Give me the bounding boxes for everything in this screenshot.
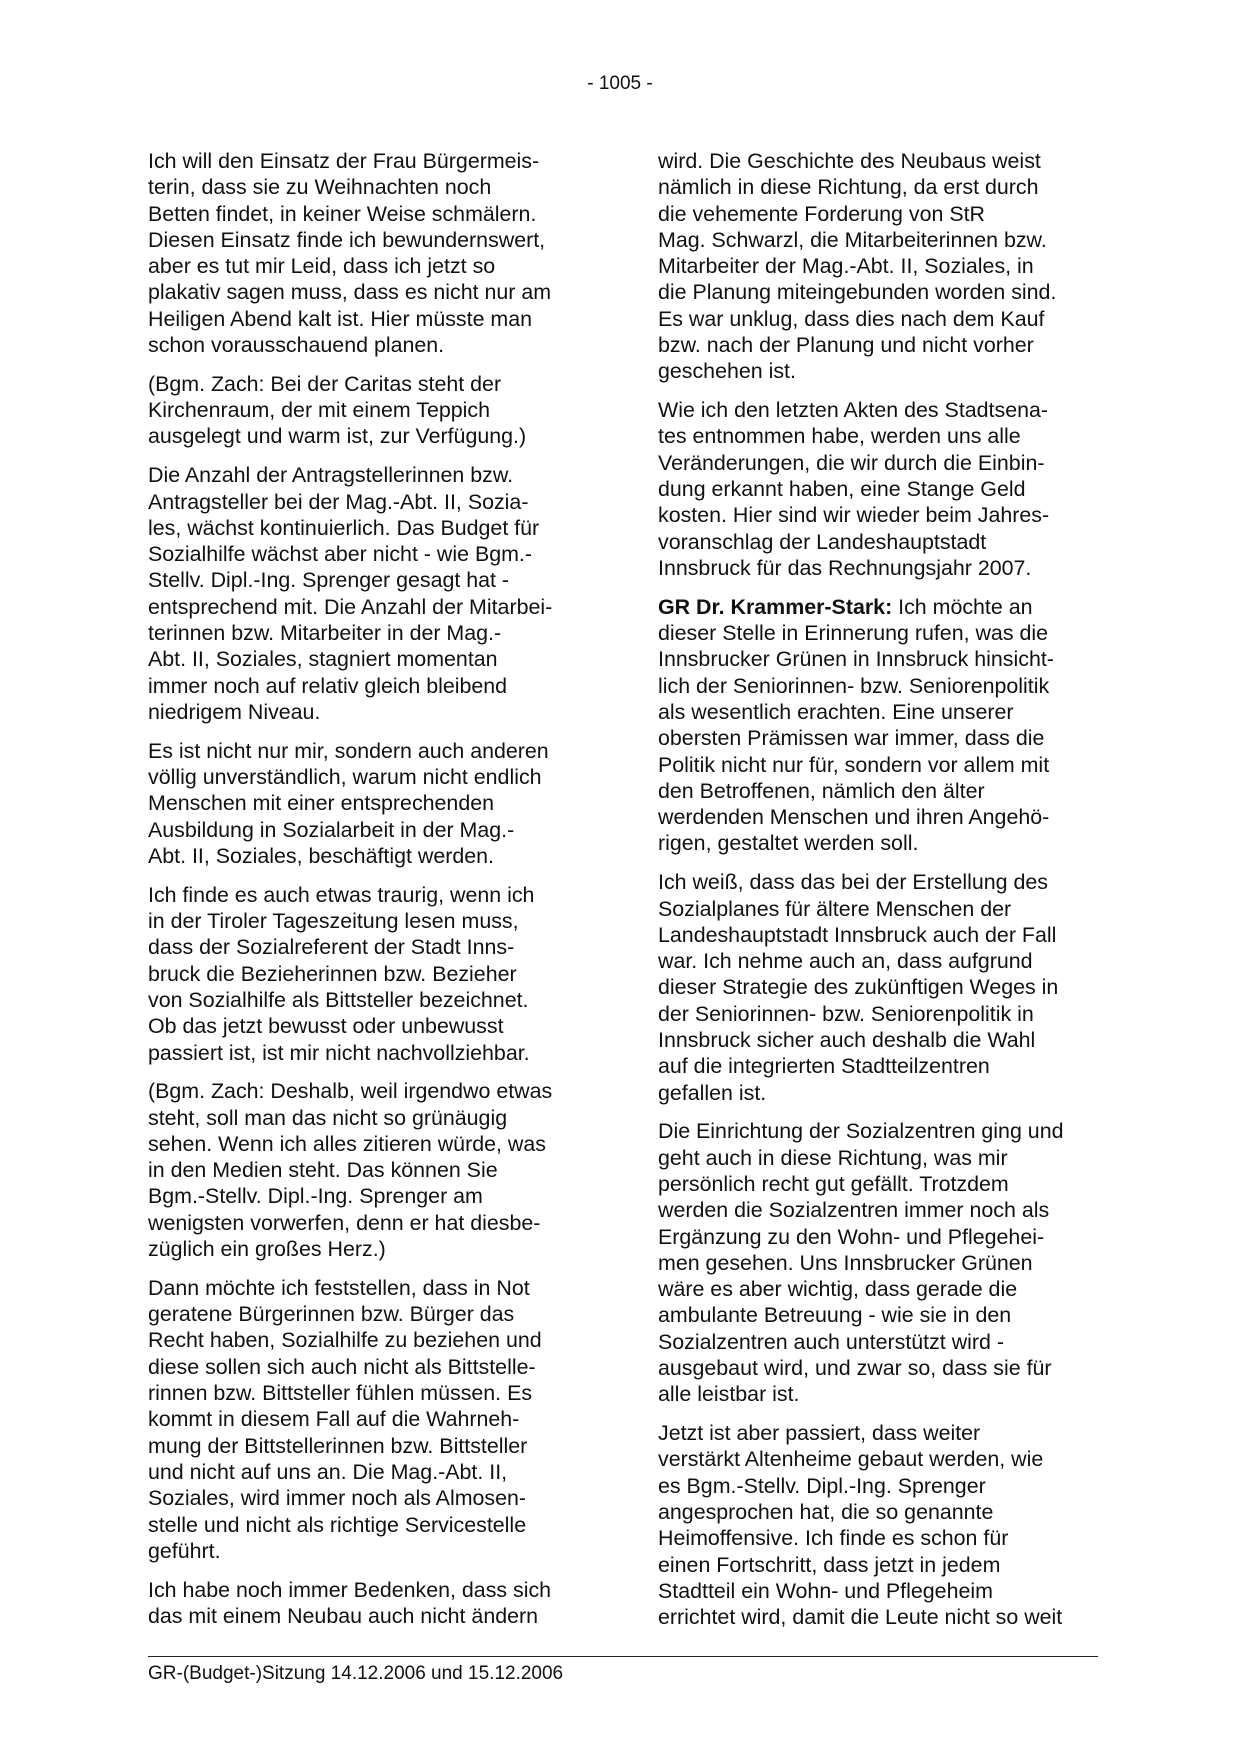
page-number: - 1005 - [587, 73, 653, 94]
text-line: voranschlag der Landeshauptstadt [658, 529, 987, 554]
text-line: Heiligen Abend kalt ist. Hier müsste man [148, 306, 533, 331]
interjection-paragraph [148, 371, 588, 450]
text-line: Innsbruck sicher auch deshalb die Wahl [658, 1028, 1036, 1052]
text-line: Betten findet, in keiner Weise schmälern. [148, 201, 537, 226]
text-line: die Planung miteingebunden worden sind. [658, 280, 1057, 305]
text-line: immer noch auf relativ gleich bleibend [148, 673, 508, 698]
text-line: die vehemente Forderung von StR [658, 201, 985, 226]
footer-text: GR-(Budget-)Sitzung 14.12.2006 und 15.12.2006 [148, 1663, 564, 1684]
text-line: Es war unklug, dass dies nach dem Kauf [658, 306, 1045, 331]
text-line: rigen, gestaltet werden soll. [658, 831, 919, 856]
text-line: Ich will den Einsatz der Frau Bürgermeis- [148, 149, 540, 173]
text-line: errichtet wird, damit die Leute nicht so weit [658, 1605, 1063, 1630]
text-line: Ausbildung in Sozialarbeit in der Mag.- [148, 817, 515, 842]
text-line: Ob das jetzt bewusst oder unbewusst [148, 1014, 504, 1039]
text-line: das mit einem Neubau auch nicht ändern [148, 1603, 539, 1628]
speaker-paragraph [658, 594, 1098, 857]
text-line: Recht haben, Sozialhilfe zu beziehen und [148, 1328, 542, 1353]
text-line: Landeshauptstadt Innsbruck auch der Fall [658, 922, 1057, 947]
text-line: als wesentlich erachten. Eine unserer [658, 699, 1014, 724]
text-line: der Seniorinnen- bzw. Seniorenpolitik in [658, 1001, 1034, 1026]
text-line: geschehen ist. [658, 359, 796, 384]
speaker-first-line [658, 594, 1098, 620]
text-line: auf die integrierten Stadtteilzentren [658, 1054, 990, 1079]
text-line: Mitarbeiter der Mag.-Abt. II, Soziales, in [658, 254, 1034, 279]
paragraph [658, 1420, 1098, 1630]
text-line: verstärkt Altenheime gebaut werden, wie [658, 1447, 1044, 1472]
text-line: ausgebaut wird, und zwar so, dass sie für [658, 1356, 1052, 1381]
text-line: war. Ich nehme auch an, dass aufgrund [658, 949, 1033, 974]
text-line: kommt in diesem Fall auf die Wahrneh- [148, 1407, 520, 1432]
left-column [148, 148, 588, 1642]
text-line: Es ist nicht nur mir, sondern auch anderen [148, 738, 549, 763]
text-line: Mag. Schwarzl, die Mitarbeiterinnen bzw. [658, 227, 1047, 252]
text-line: Sozialplanes für ältere Menschen der [658, 896, 1012, 921]
text-line: stelle und nicht als richtige Servicestelle [148, 1512, 527, 1537]
text-line: passiert ist, ist mir nicht nachvollziehbar. [148, 1040, 530, 1065]
paragraph [658, 148, 1098, 385]
text-line: Innsbruck für das Rechnungsjahr 2007. [658, 555, 1032, 580]
paragraph [658, 869, 1098, 1106]
text-line: Dann möchte ich feststellen, dass in Not [148, 1275, 530, 1300]
text-line: Ich habe noch immer Bedenken, dass sich [148, 1577, 552, 1602]
text-line: sehen. Wenn ich alles zitieren würde, was [148, 1131, 546, 1156]
paragraph [658, 397, 1098, 581]
text-line: steht, soll man das nicht so grünäugig [148, 1105, 508, 1130]
text-line: von Sozialhilfe als Bittsteller bezeichnet. [148, 987, 529, 1012]
text-line: Abt. II, Soziales, beschäftigt werden. [148, 843, 494, 868]
text-line: Ich finde es auch etwas traurig, wenn ich [148, 882, 535, 907]
text-line: bruck die Bezieherinnen bzw. Bezieher [148, 961, 517, 986]
text-line: Ergänzung zu den Wohn- und Pflegehei- [658, 1224, 1045, 1249]
text-line: ambulante Betreuung - wie sie in den [658, 1303, 1012, 1328]
text-line: terin, dass sie zu Weihnachten noch [148, 175, 492, 200]
text-line: dieser Strategie des zukünftigen Weges in [658, 975, 1059, 1000]
right-column [658, 148, 1098, 1643]
text-line: Bgm.-Stellv. Dipl.-Ing. Sprenger am [148, 1184, 483, 1209]
paragraph [148, 462, 588, 725]
text-line: Veränderungen, die wir durch die Einbin- [658, 450, 1045, 475]
text-line: entsprechend mit. Die Anzahl der Mitarbei- [148, 594, 553, 619]
text-line: Die Anzahl der Antragstellerinnen bzw. [148, 463, 514, 488]
text-line: Stadtteil ein Wohn- und Pflegeheim [658, 1578, 993, 1603]
text-line: geht auch in diese Richtung, was mir [658, 1145, 1008, 1170]
text-line: plakativ sagen muss, dass es nicht nur am [148, 280, 552, 305]
text-line: Innsbrucker Grünen in Innsbruck hinsicht- [658, 647, 1054, 672]
text-line: Wie ich den letzten Akten des Stadtsena- [658, 398, 1049, 423]
text-line: terinnen bzw. Mitarbeiter in der Mag.- [148, 621, 502, 646]
text-line: bzw. nach der Planung und nicht vorher [658, 333, 1034, 358]
text-line: Sozialzentren auch unterstützt wird - [658, 1329, 1004, 1354]
text-line: werdenden Menschen und ihren Angehö- [658, 805, 1050, 830]
text-line: werden die Sozialzentren immer noch als [658, 1198, 1050, 1223]
text-line: (Bgm. Zach: Bei der Caritas steht der [148, 371, 502, 396]
text-line: Kirchenraum, der mit einem Teppich [148, 398, 491, 423]
text-line: niedrigem Niveau. [148, 699, 321, 724]
text-line: Stellv. Dipl.-Ing. Sprenger gesagt hat - [148, 568, 510, 593]
text-line: in der Tiroler Tageszeitung lesen muss, [148, 909, 519, 934]
text-line: aber es tut mir Leid, dass ich jetzt so [148, 254, 496, 279]
footer-divider [148, 1656, 1098, 1657]
text-line: nämlich in diese Richtung, da erst durch [658, 175, 1039, 200]
text-line: mung der Bittstellerinnen bzw. Bittsteller [148, 1433, 528, 1458]
text-line: gefallen ist. [658, 1080, 767, 1105]
text-line: Politik nicht nur für, sondern vor allem mit [658, 752, 1050, 777]
paragraph [658, 1118, 1098, 1407]
text-line: Menschen mit einer entsprechenden [148, 791, 495, 816]
text-line: und nicht auf uns an. Die Mag.-Abt. II, [148, 1459, 508, 1484]
text-line: den Betroffenen, nämlich den älter [658, 778, 985, 803]
text-line: rinnen bzw. Bittsteller fühlen müssen. Es [148, 1381, 533, 1406]
text-line: wäre es aber wichtig, dass gerade die [658, 1277, 1018, 1302]
text-line: dieser Stelle in Erinnerung rufen, was die [658, 621, 1049, 646]
text-line: Heimoffensive. Ich finde es schon für [658, 1526, 1009, 1551]
text-line: (Bgm. Zach: Deshalb, weil irgendwo etwas [148, 1079, 553, 1104]
text-line: diese sollen sich auch nicht als Bittstelle- [148, 1354, 536, 1379]
paragraph [148, 148, 588, 358]
text-line: les, wächst kontinuierlich. Das Budget für [148, 515, 540, 540]
text-line: alle leistbar ist. [658, 1382, 800, 1407]
text-line: es Bgm.-Stellv. Dipl.-Ing. Sprenger [658, 1473, 986, 1498]
text-line: Ich weiß, dass das bei der Erstellung des [658, 870, 1048, 895]
paragraph [148, 738, 588, 869]
text-line: kosten. Hier sind wir wieder beim Jahres- [658, 503, 1050, 528]
text-line: in den Medien steht. Das können Sie [148, 1158, 498, 1183]
text-line: schon vorausschauend planen. [148, 333, 445, 358]
text-line: obersten Prämissen war immer, dass die [658, 726, 1045, 751]
text-line: geführt. [148, 1538, 221, 1563]
text-line: Jetzt ist aber passiert, dass weiter [658, 1421, 981, 1446]
text-line: Soziales, wird immer noch als Almosen- [148, 1486, 527, 1511]
text-line: dass der Sozialreferent der Stadt Inns- [148, 935, 515, 960]
text-line: lich der Seniorinnen- bzw. Seniorenpolitik [658, 673, 1050, 698]
text-line: Diesen Einsatz finde ich bewundernswert, [148, 227, 546, 252]
text-line: wird. Die Geschichte des Neubaus weist [658, 149, 1041, 173]
text-line: Die Einrichtung der Sozialzentren ging und [658, 1119, 1064, 1144]
text-line: Antragsteller bei der Mag.-Abt. II, Sozia- [148, 489, 529, 514]
text-line: einen Fortschritt, dass jetzt in jedem [658, 1552, 1001, 1577]
text-line: men gesehen. Uns Innsbrucker Grünen [658, 1250, 1033, 1275]
paragraph [148, 882, 588, 1066]
text-line: Abt. II, Soziales, stagniert momentan [148, 647, 498, 672]
text-line: völlig unverständlich, warum nicht endlich [148, 765, 542, 790]
paragraph [148, 1577, 588, 1630]
text-line: tes entnommen habe, werden uns alle [658, 424, 1021, 449]
text-line: ausgelegt und warm ist, zur Verfügung.) [148, 424, 527, 449]
text-line: wenigsten vorwerfen, denn er hat diesbe- [148, 1210, 541, 1235]
text-line: angesprochen hat, die so genannte [658, 1500, 994, 1525]
text-fragment: Ich möchte an [892, 594, 1033, 619]
text-line: geratene Bürgerinnen bzw. Bürger das [148, 1302, 515, 1327]
interjection-paragraph [148, 1078, 588, 1262]
text-line: persönlich recht gut gefällt. Trotzdem [658, 1171, 1009, 1196]
speaker-name: GR Dr. Krammer-Stark: [658, 594, 893, 619]
text-line: züglich ein großes Herz.) [148, 1237, 386, 1262]
text-line: dung erkannt haben, eine Stange Geld [658, 477, 1026, 502]
paragraph [148, 1275, 588, 1564]
text-line: Sozialhilfe wächst aber nicht - wie Bgm.- [148, 542, 532, 567]
